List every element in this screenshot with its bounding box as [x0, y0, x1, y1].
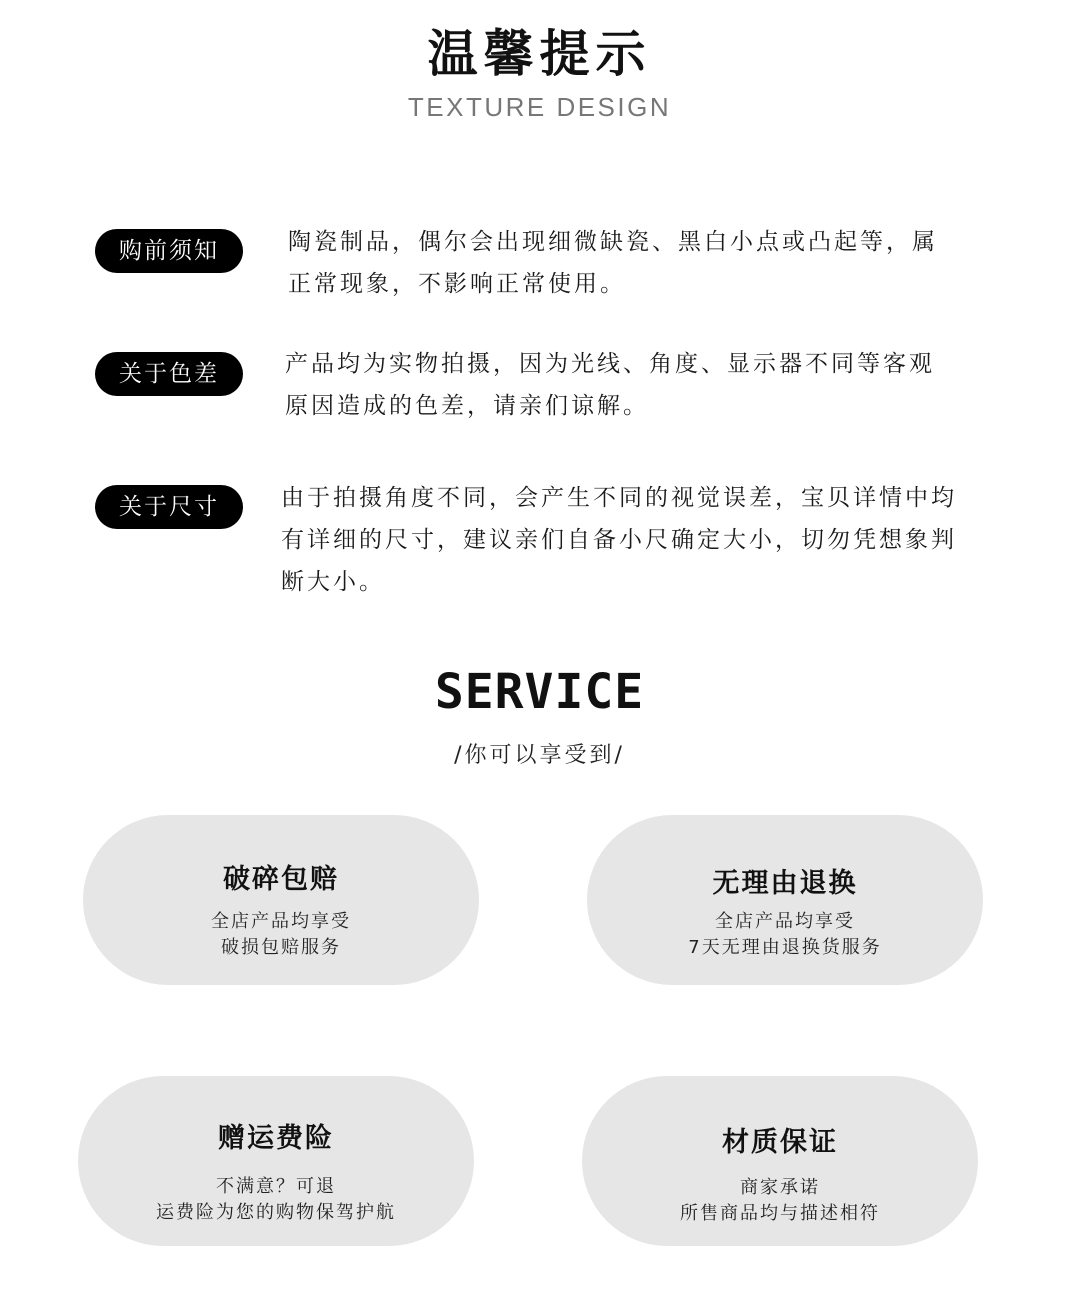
service-card-desc: [83, 909, 479, 961]
service-card-title: 无理由退换: [712, 868, 858, 899]
notice-text-before-purchase: 陶瓷制品，偶尔会出现细微缺瓷、黑白小点或凸起等，属 正常现象，不影响正常使用。: [288, 229, 938, 297]
service-card-title: 材质保证: [722, 1127, 838, 1158]
service-card-line: 全店产品均享受: [715, 911, 855, 932]
service-card-material-guarantee: [582, 1076, 978, 1246]
service-card-desc: [78, 1174, 474, 1226]
service-title: SERVICE: [434, 664, 645, 720]
service-card-line: 破损包赔服务: [221, 937, 341, 958]
service-card-breakage: [83, 815, 479, 985]
service-card-line: 运费险为您的购物保驾护航: [156, 1202, 396, 1223]
service-card-no-reason-return: [587, 815, 983, 985]
tag-size: 关于尺寸: [95, 485, 243, 529]
service-card-title: 破碎包赔: [223, 864, 339, 895]
page-subtitle: TEXTURE DESIGN: [407, 92, 672, 122]
service-card-shipping-insurance: [78, 1076, 474, 1246]
notice-text-color-difference: 产品均为实物拍摄，因为光线、角度、显示器不同等客观 原因造成的色差，请亲们谅解。: [285, 351, 935, 419]
page-title: 温馨提示: [427, 25, 652, 83]
service-card-desc: [587, 909, 983, 961]
service-card-line: 商家承诺: [740, 1177, 820, 1198]
service-card-title: 赠运费险: [218, 1123, 334, 1154]
service-card-line: 全店产品均享受: [211, 911, 351, 932]
service-card-line: 7天无理由退换货服务: [688, 937, 882, 958]
service-card-line: 不满意？可退: [216, 1176, 336, 1197]
service-subtitle: /你可以享受到/: [454, 743, 625, 768]
service-card-desc: [582, 1175, 978, 1227]
notice-text-size: 由于拍摄角度不同，会产生不同的视觉误差，宝贝详情中均 有详细的尺寸，建议亲们自备小尺确定大小，切勿凭想象判 断大小。: [281, 485, 957, 595]
tag-before-purchase: 购前须知: [95, 229, 243, 273]
service-card-line: 所售商品均与描述相符: [680, 1203, 880, 1224]
tag-color-difference: 关于色差: [95, 352, 243, 396]
